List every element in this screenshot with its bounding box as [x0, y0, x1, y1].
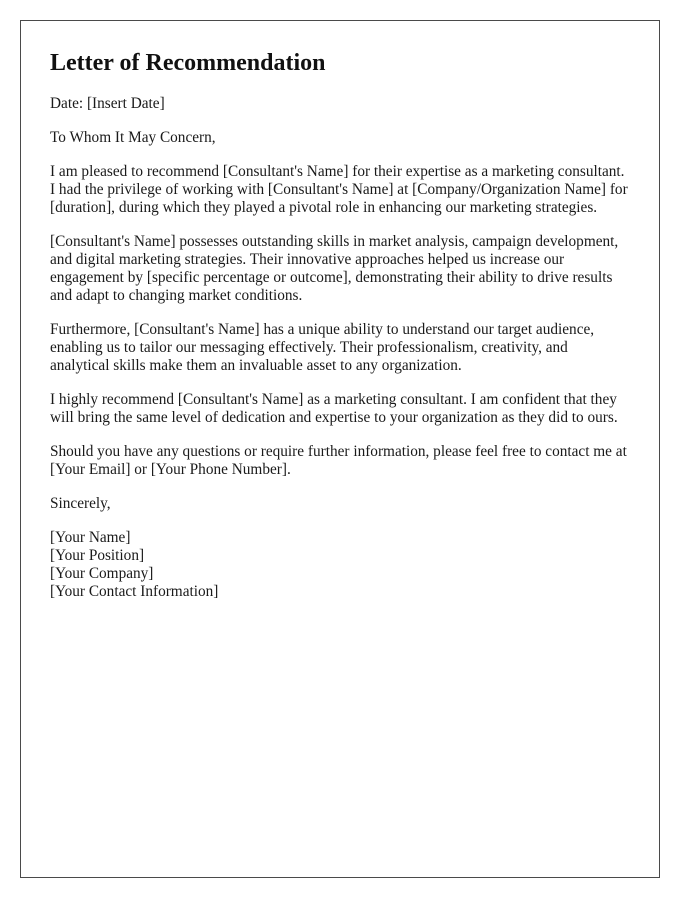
salutation: To Whom It May Concern, — [50, 129, 216, 146]
letter-content — [50, 48, 630, 601]
signature-contact: [Your Contact Information] — [50, 583, 219, 600]
paragraph-recommendation: I highly recommend [Consultant's Name] as a marketing consultant. I am confident that they will bring the same level of dedication and expertise to your organization as they did to ours. — [50, 391, 618, 426]
signature-block — [50, 529, 630, 601]
paragraph-audience: Furthermore, [Consultant's Name] has a unique ability to understand our target audience, enabling us to tailor our messaging effectively. Their professionalism, creativity, and analytical skills make them an invaluable asset to any organization. — [50, 321, 595, 374]
letter-page — [20, 20, 660, 878]
closing: Sincerely, — [50, 495, 111, 512]
paragraph-contact: Should you have any questions or require further information, please feel free to contact me at [Your Email] or [Your Phone Number]. — [50, 443, 627, 478]
paragraph-introduction: I am pleased to recommend [Consultant's Name] for their expertise as a marketing consultant. I had the privilege of working with [Consultant's Name] at [Company/Organization Name] for [duration], during which they played a pivotal role in enhancing our marketing strategies. — [50, 163, 628, 216]
letter-date: Date: [Insert Date] — [50, 95, 165, 112]
signature-position: [Your Position] — [50, 547, 145, 564]
letter-title: Letter of Recommendation — [50, 50, 326, 76]
paragraph-skills: [Consultant's Name] possesses outstanding skills in market analysis, campaign development, and digital marketing strategies. Their innovative approaches helped us increase our engagement by [specific percentage or outcome], demonstrating their ability to drive results and adapt to changing market conditions. — [50, 233, 619, 304]
signature-company: [Your Company] — [50, 565, 154, 582]
signature-name: [Your Name] — [50, 529, 131, 546]
